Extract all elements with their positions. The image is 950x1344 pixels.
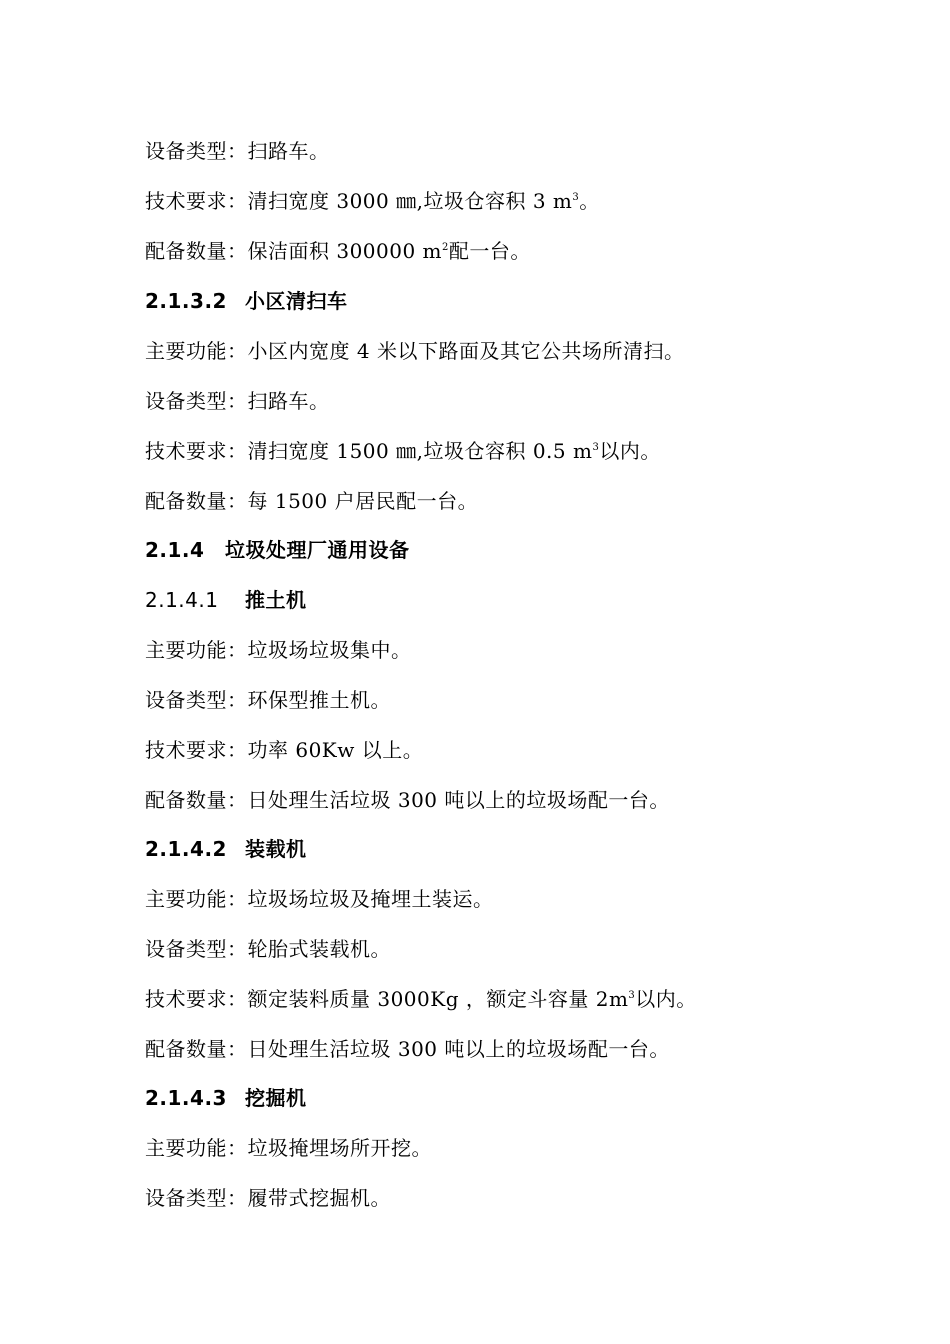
field-value: 额定装料质量 3000Kg ，额定斗容量 2m — [247, 987, 629, 1011]
field-value: 功率 60Kw 以上。 — [247, 738, 424, 762]
equipment-type-line — [145, 131, 330, 171]
section-number: 2.1.4 — [145, 538, 205, 562]
section-title: 推土机 — [245, 588, 307, 612]
technical-requirement-line — [145, 730, 423, 770]
main-function-line — [145, 1128, 432, 1168]
section-title: 装载机 — [245, 837, 307, 861]
field-value: 保洁面积 300000 m — [247, 239, 443, 263]
field-label: 技术要求： — [145, 738, 248, 762]
unit-superscript: 3 — [628, 990, 636, 1001]
field-value: 小区内宽度 4 米以下路面及其它公共场所清扫。 — [247, 339, 685, 363]
field-value: 垃圾场垃圾及掩埋土装运。 — [247, 887, 494, 911]
section-number: 2.1.3.2 — [145, 289, 227, 313]
section-heading — [145, 281, 348, 321]
field-value: 扫路车。 — [247, 139, 330, 163]
field-label: 技术要求： — [145, 439, 248, 463]
field-label: 主要功能： — [145, 339, 248, 363]
section-number: 2.1.4.1 — [145, 588, 219, 612]
field-label: 设备类型： — [145, 139, 248, 163]
field-value-suffix: 以内。 — [635, 987, 697, 1011]
field-label: 主要功能： — [145, 1136, 248, 1160]
section-heading — [145, 1078, 307, 1118]
field-label: 配备数量： — [145, 1037, 248, 1061]
unit-superscript: 2 — [442, 242, 449, 253]
field-label: 技术要求： — [145, 189, 248, 213]
technical-requirement-line — [145, 431, 661, 471]
section-heading — [145, 580, 307, 620]
field-value: 扫路车。 — [247, 389, 330, 413]
equipment-type-line — [145, 1178, 391, 1218]
field-value: 垃圾掩埋场所开挖。 — [247, 1136, 432, 1160]
field-value: 清扫宽度 1500 ㎜,垃圾仓容积 0.5 m — [247, 439, 593, 463]
section-title: 垃圾处理厂通用设备 — [225, 538, 410, 562]
field-label: 设备类型： — [145, 937, 248, 961]
field-value-suffix: 以内。 — [599, 439, 661, 463]
field-value: 日处理生活垃圾 300 吨以上的垃圾场配一台。 — [247, 1037, 670, 1061]
field-value: 垃圾场垃圾集中。 — [247, 638, 412, 662]
unit-superscript: 3 — [592, 442, 600, 453]
field-label: 设备类型： — [145, 1186, 248, 1210]
technical-requirement-line — [145, 979, 697, 1019]
field-label: 设备类型： — [145, 389, 248, 413]
field-label: 技术要求： — [145, 987, 248, 1011]
quantity-line — [145, 231, 531, 271]
section-number: 2.1.4.3 — [145, 1086, 227, 1110]
equipment-type-line — [145, 929, 391, 969]
field-label: 配备数量： — [145, 489, 248, 513]
section-heading — [145, 530, 410, 570]
section-title: 挖掘机 — [245, 1086, 307, 1110]
quantity-line — [145, 780, 670, 820]
section-number: 2.1.4.2 — [145, 837, 227, 861]
field-value-suffix: 配一台。 — [448, 239, 531, 263]
field-value: 轮胎式装载机。 — [247, 937, 391, 961]
main-function-line — [145, 331, 684, 371]
field-value: 每 1500 户居民配一台。 — [247, 489, 479, 513]
field-label: 主要功能： — [145, 638, 248, 662]
field-value: 环保型推土机。 — [247, 688, 391, 712]
equipment-type-line — [145, 680, 391, 720]
section-heading — [145, 829, 307, 869]
quantity-line — [145, 1029, 670, 1069]
section-title: 小区清扫车 — [245, 289, 348, 313]
quantity-line — [145, 481, 478, 521]
unit-superscript: 3 — [572, 192, 580, 203]
field-label: 主要功能： — [145, 887, 248, 911]
field-label: 配备数量： — [145, 239, 248, 263]
field-value: 清扫宽度 3000 ㎜,垃圾仓容积 3 m — [247, 189, 573, 213]
main-function-line — [145, 630, 412, 670]
main-function-line — [145, 879, 494, 919]
equipment-type-line — [145, 381, 330, 421]
field-value: 履带式挖掘机。 — [247, 1186, 391, 1210]
field-value: 日处理生活垃圾 300 吨以上的垃圾场配一台。 — [247, 788, 670, 812]
technical-requirement-line — [145, 181, 600, 221]
field-label: 设备类型： — [145, 688, 248, 712]
field-label: 配备数量： — [145, 788, 248, 812]
field-value-suffix: 。 — [579, 189, 600, 213]
